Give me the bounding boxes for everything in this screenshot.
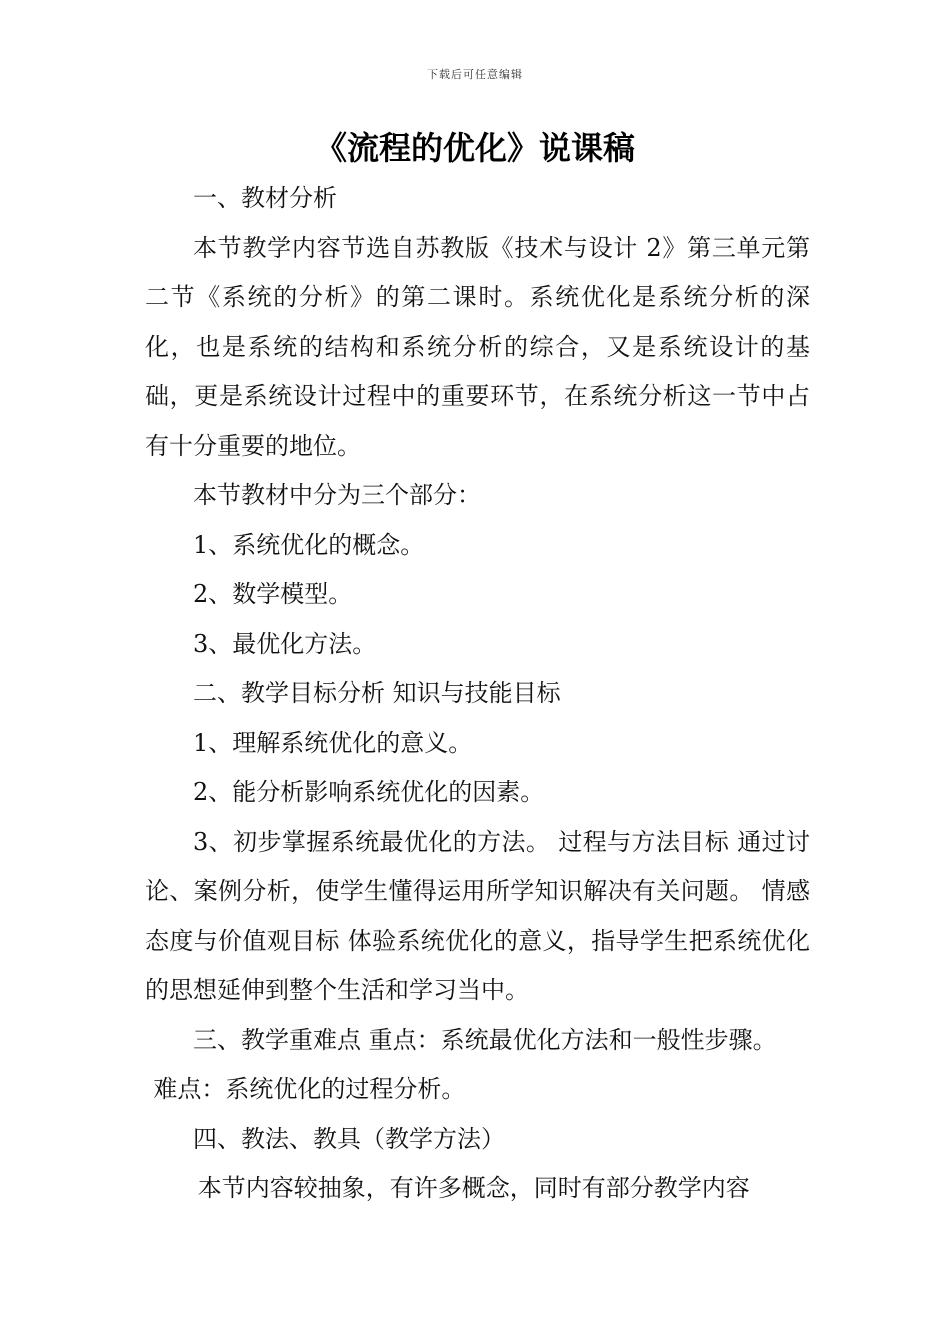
paragraph-teaching-methods-intro: 本节内容较抽象，有许多概念，同时有部分教学内容 [197, 1174, 750, 1202]
goal-item-understand: 1、理解系统优化的意义。 [193, 728, 473, 757]
document-title: 《流程的优化》说课稿 [314, 129, 635, 167]
document-body [145, 174, 810, 1214]
list-item-concept: 1、系统优化的概念。 [193, 530, 425, 559]
list-item-math-model: 2、数学模型。 [193, 580, 353, 608]
paragraph-textbook-description: 本节教学内容节选自苏教版《技术与设计 2》第三单元第二节《系统的分析》的第二课时。系统优化是系统分析的深化，也是系统的结构和系统分析的综合，又是系统设计的基础，更是系统设计过程中的重要环节，在系统分析这一节中占有十分重要的地位。 [145, 233, 810, 460]
goal-item-master-methods: 3、初步掌握系统最优化的方法。 过程与方法目标 通过讨论、案例分析，使学生懂得运用所学知识解决有关问题。 情感态度与价值观目标 体验系统优化的意义，指导学生把系统优化的思想延伸到整个生活和学习当中。 [145, 827, 810, 1004]
section-heading-teaching-goals: 二、教学目标分析 知识与技能目标 [193, 679, 561, 707]
section-heading-key-points: 三、教学重难点 重点：系统最优化方法和一般性步骤。 [193, 1025, 777, 1054]
paragraph-difficult-point: 难点：系统优化的过程分析。 [153, 1075, 466, 1103]
list-item-optimization-method: 3、最优化方法。 [193, 629, 377, 658]
goal-item-analyze: 2、能分析影响系统优化的因素。 [193, 778, 545, 806]
section-heading-teaching-methods: 四、教法、教具（教学方法） [193, 1124, 505, 1153]
paragraph-three-parts-intro: 本节教材中分为三个部分： [193, 481, 481, 509]
header-note: 下载后可任意编辑 [427, 68, 523, 81]
section-heading-textbook-analysis: 一、教材分析 [193, 184, 337, 212]
